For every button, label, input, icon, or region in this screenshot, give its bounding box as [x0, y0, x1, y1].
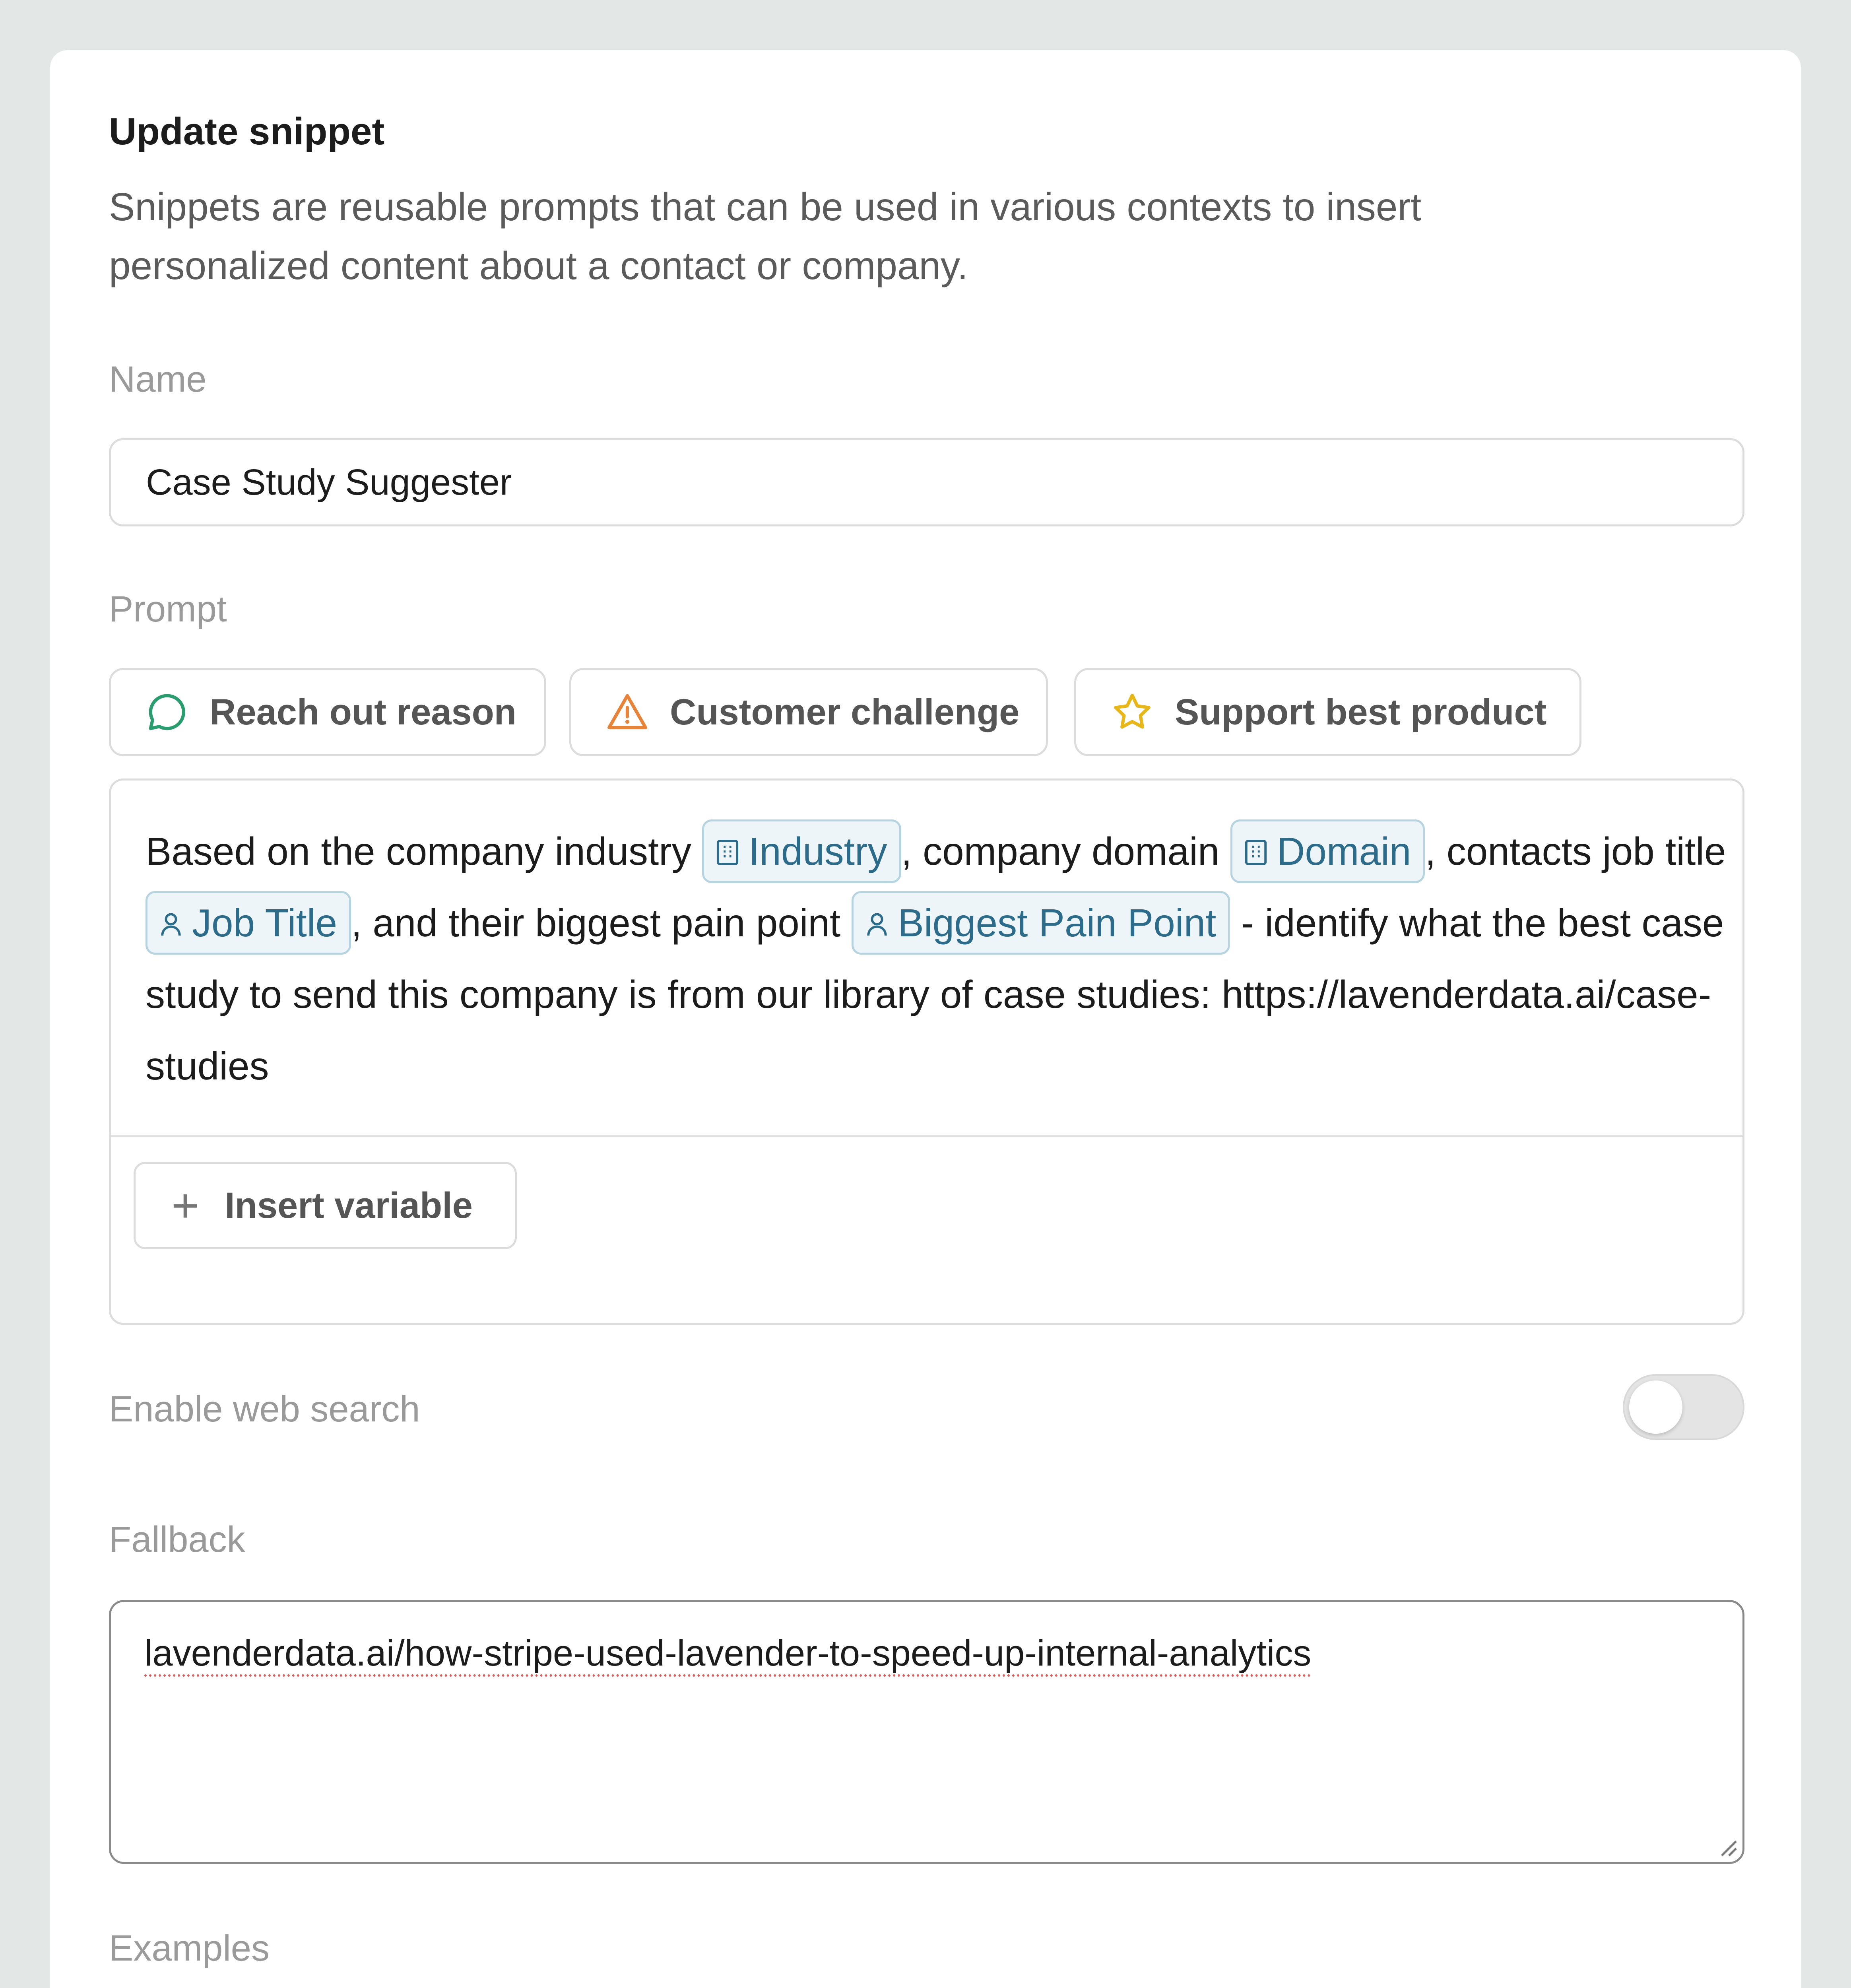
web-search-toggle[interactable] — [1623, 1374, 1744, 1440]
fallback-textarea[interactable] — [109, 1600, 1744, 1864]
variable-label: Domain — [1277, 829, 1411, 873]
name-label: Name — [109, 359, 207, 400]
variable-chip-biggest-pain-point[interactable] — [852, 891, 1230, 955]
template-label: Customer challenge — [670, 691, 1020, 732]
fallback-value: lavenderdata.ai/how-stripe-used-lavender-to-speed-up-internal-analytics — [144, 1633, 1312, 1673]
update-snippet-panel — [50, 50, 1801, 1988]
prompt-text-segment: - identify what the best case study to send this company is from our library of case studies: https://lavenderdata.ai/case-studies — [146, 901, 1724, 1088]
star-icon — [1110, 690, 1154, 734]
prompt-text[interactable] — [146, 815, 1736, 1102]
prompt-label: Prompt — [109, 589, 227, 629]
template-reach-out-reason-button[interactable] — [109, 668, 546, 756]
prompt-text-segment: , and their biggest pain point — [351, 901, 852, 945]
chat-bubble-icon — [145, 690, 189, 734]
template-label: Reach out reason — [210, 691, 516, 732]
variable-label: Biggest Pain Point — [898, 901, 1217, 945]
template-label: Support best product — [1175, 691, 1547, 732]
panel-description: Snippets are reusable prompts that can be used in various contexts to insert personalized content about a contact or company. — [109, 185, 1422, 287]
person-icon — [159, 910, 182, 938]
building-icon — [1244, 839, 1267, 866]
variable-label: Industry — [749, 829, 887, 873]
plus-icon: + — [171, 1179, 200, 1232]
warning-triangle-icon — [605, 690, 649, 734]
variable-chip-domain[interactable] — [1230, 819, 1425, 883]
insert-variable-label: Insert variable — [225, 1185, 473, 1226]
prompt-text-segment: Based on the company industry — [146, 829, 702, 873]
variable-chip-job-title[interactable] — [146, 891, 351, 955]
panel-title: Update snippet — [109, 110, 385, 153]
prompt-text-segment: , company domain — [901, 829, 1230, 873]
person-icon — [865, 910, 889, 938]
name-input[interactable]: Case Study Suggester — [109, 438, 1744, 526]
examples-label: Examples — [109, 1928, 270, 1969]
fallback-label: Fallback — [109, 1519, 245, 1560]
prompt-divider — [111, 1135, 1742, 1137]
web-search-label: Enable web search — [109, 1389, 420, 1429]
template-support-best-product-button[interactable] — [1074, 668, 1581, 756]
building-icon — [716, 839, 739, 866]
prompt-text-segment: , contacts job title — [1425, 829, 1726, 873]
resize-handle-icon[interactable] — [1715, 1834, 1738, 1858]
variable-chip-industry[interactable] — [702, 819, 901, 883]
insert-variable-button[interactable] — [134, 1162, 517, 1249]
toggle-knob — [1629, 1380, 1682, 1434]
variable-label: Job Title — [192, 901, 337, 945]
template-customer-challenge-button[interactable] — [569, 668, 1048, 756]
